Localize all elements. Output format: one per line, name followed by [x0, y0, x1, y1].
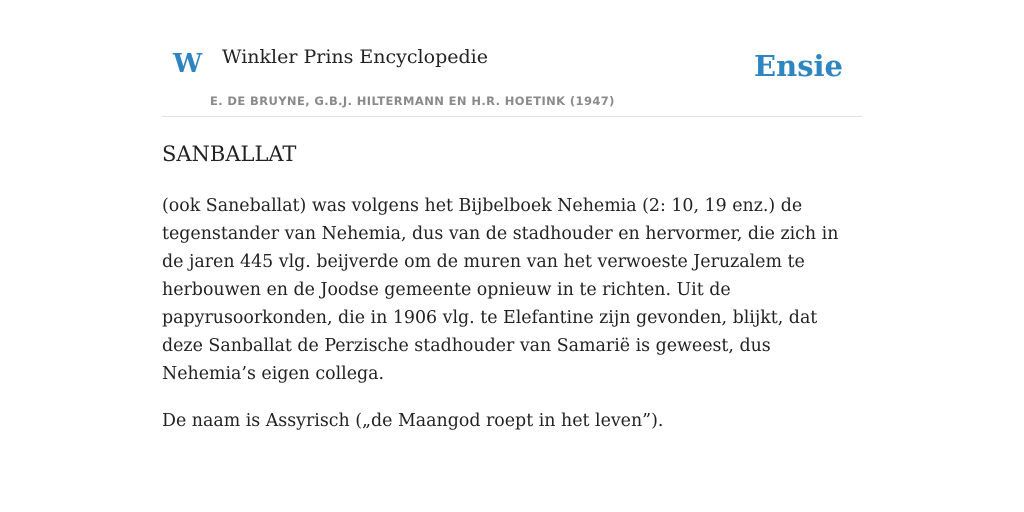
publication-authors: E. DE BRUYNE, G.B.J. HILTERMANN EN H.R. HOETINK (1947) — [210, 94, 615, 108]
publication-title: Winkler Prins Encyclopedie — [222, 46, 488, 68]
header — [162, 0, 862, 117]
entry-paragraph: (ook Saneballat) was volgens het Bijbelboek Nehemia (2: 10, 19 enz.) de tegenstander van Nehemia, dus van de stadhouder en hervormer, die zich in de jaren 445 vlg. beijverde om de muren van het verwoeste Jeruzalem te herbouwen en de Joodse gemeente opnieuw in te richten. Uit de papyrusoorkonden, die in 1906 vlg. te Elefantine zijn gevonden, blijkt, dat deze Sanballat de Perzische stadhouder van Samarië is geweest, dus Nehemia’s eigen collega. — [162, 196, 839, 384]
entry-title: SANBALLAT — [162, 142, 297, 166]
publication-logo: W — [173, 49, 203, 79]
entry-body — [162, 192, 862, 454]
entry-paragraph: De naam is Assyrisch („de Maangod roept in het leven”). — [162, 411, 664, 431]
ensie-logo-link[interactable]: Ensie — [754, 49, 843, 83]
